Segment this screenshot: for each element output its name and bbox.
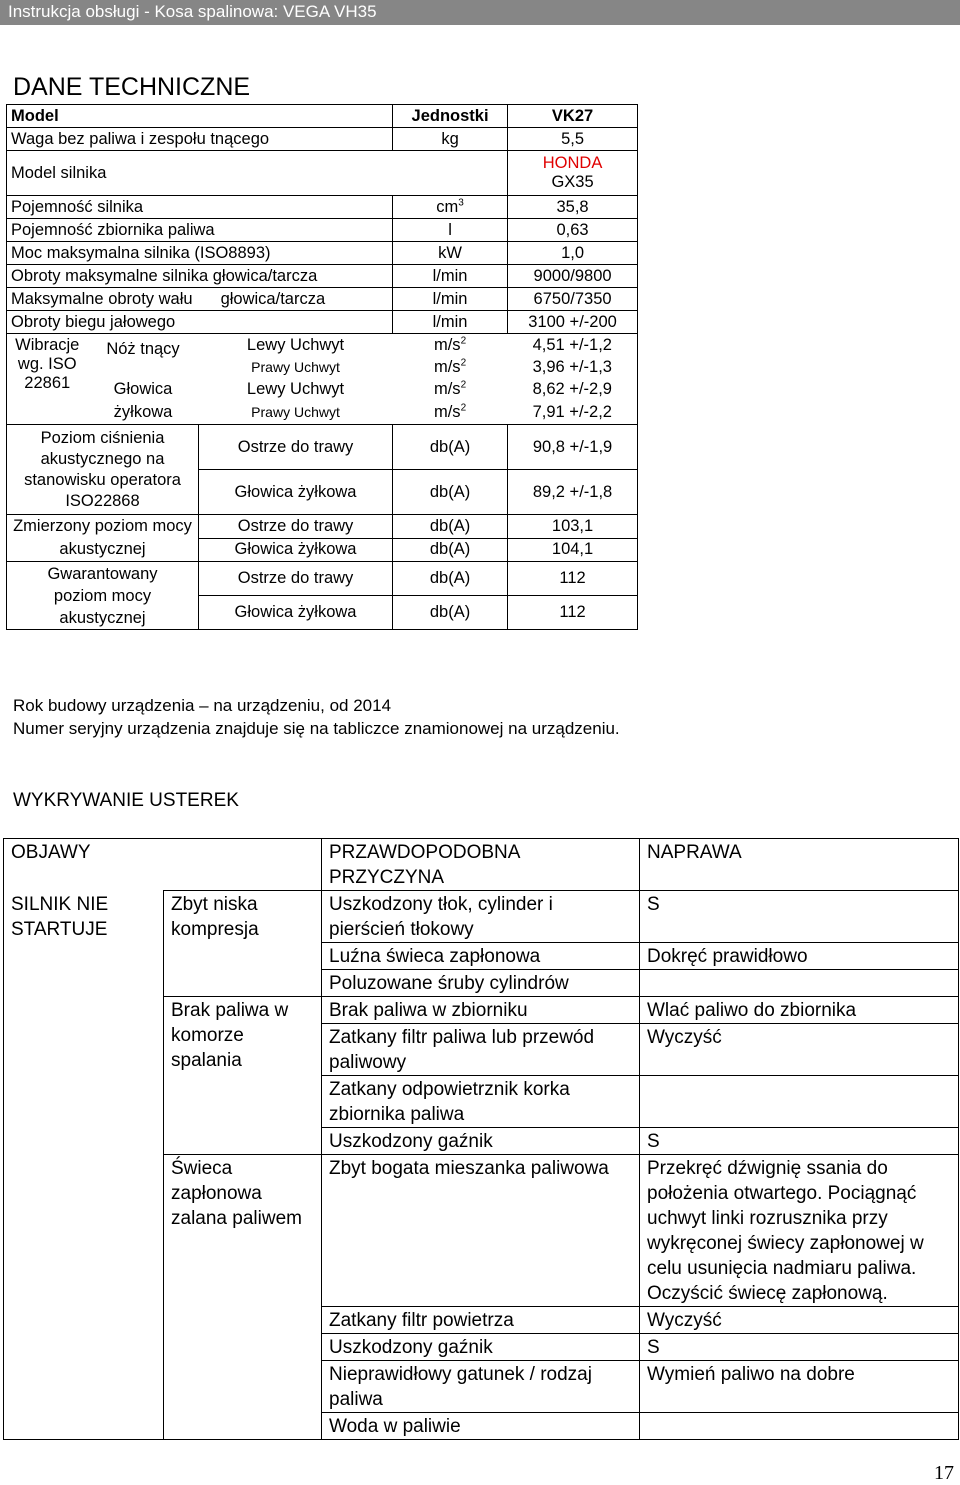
table-row	[7, 265, 638, 288]
detail-cell: Uszkodzony gaźnik	[322, 1128, 640, 1155]
cell-unit: l/min	[393, 288, 508, 311]
header-title: Instrukcja obsługi - Kosa spalinowa: VEGA VH35	[8, 2, 377, 21]
cell-value: 9000/9800	[508, 265, 638, 288]
cell-unit	[393, 196, 508, 219]
detail-cell: Poluzowane śruby cylindrów	[322, 970, 640, 997]
cause-cell: Świeca zapłonowa zalana paliwem	[164, 1155, 322, 1440]
table-row	[4, 891, 959, 943]
unit-exponent: 2	[460, 357, 467, 368]
detail-cell: Woda w paliwie	[322, 1413, 640, 1440]
fix-cell: Przekręć dźwignię ssania do położenia otwartego. Pociągnąć uchwyt linki rozrusznika przy wykręconej świecy zapłonowej w celu usunięcia nadmiaru paliwa. Oczyścić świecę zapłonową.	[640, 1155, 959, 1307]
troubleshoot-table	[3, 838, 959, 1440]
detail-cell: Uszkodzony gaźnik	[322, 1334, 640, 1361]
unit-exponent: 2	[460, 335, 467, 346]
label-subtext: głowica/tarcza	[220, 289, 326, 308]
cell-value: 6750/7350	[508, 288, 638, 311]
unit-exponent: 3	[458, 197, 464, 208]
table-row	[7, 242, 638, 265]
fix-cell: S	[640, 891, 959, 943]
cell-value: 3,96 +/-1,3	[508, 356, 638, 378]
fix-cell: Wyczyść	[640, 1307, 959, 1334]
table-row	[7, 219, 638, 242]
cell-unit: l	[393, 219, 508, 242]
unit-text: m/s	[433, 402, 461, 421]
tech-data-table	[6, 104, 638, 630]
table-row	[7, 515, 638, 539]
detail-cell: Zatkany filtr powietrza	[322, 1307, 640, 1334]
table-row	[7, 562, 638, 596]
header-symptoms: OBJAWY	[4, 839, 322, 891]
detail-cell: Brak paliwa w zbiorniku	[322, 997, 640, 1024]
cell-unit: db(A)	[393, 596, 508, 630]
engine-brand: HONDA	[542, 154, 603, 172]
header-model: Model	[7, 105, 393, 128]
handle-label: Lewy Uchwyt	[246, 335, 345, 354]
handle-label: Lewy Uchwyt	[246, 379, 345, 398]
symptom-cell: SILNIK NIE STARTUJE	[4, 891, 164, 1440]
cell-value: 1,0	[508, 242, 638, 265]
fix-cell: S	[640, 1334, 959, 1361]
cell-value: 0,63	[508, 219, 638, 242]
cell-unit: db(A)	[393, 425, 508, 470]
tool-label: Ostrze do trawy	[199, 425, 393, 470]
detail-cell: Nieprawidłowy gatunek / rodzaj paliwa	[322, 1361, 640, 1413]
detail-cell: Zbyt bogata mieszanka paliwowa	[322, 1155, 640, 1307]
fix-cell: Dokręć prawidłowo	[640, 943, 959, 970]
table-row	[7, 311, 638, 334]
tool-label: Ostrze do trawy	[199, 562, 393, 596]
cell-value: 89,2 +/-1,8	[508, 470, 638, 515]
page-header	[0, 0, 960, 25]
page-number: 17	[934, 1462, 954, 1484]
table-row	[7, 105, 638, 128]
cell-value: 8,62 +/-2,9	[508, 378, 638, 401]
cell-value: 5,5	[508, 128, 638, 151]
handle-label: Prawy Uchwyt	[251, 358, 340, 375]
cell-unit	[393, 356, 508, 378]
cell-label: Moc maksymalna silnika (ISO8893)	[7, 242, 393, 265]
cell-unit	[393, 401, 508, 425]
cell-label: Pojemność zbiornika paliwa	[7, 219, 393, 242]
table-row	[4, 839, 959, 891]
fix-cell	[640, 1413, 959, 1440]
cell-label: Obroty biegu jałowego	[7, 311, 393, 334]
detail-cell: Luźna świeca zapłonowa	[322, 943, 640, 970]
table-row	[7, 334, 638, 357]
fix-cell: Wlać paliwo do zbiornika	[640, 997, 959, 1024]
cell-unit	[393, 378, 508, 401]
unit-text: cm	[436, 197, 459, 216]
cell-value: 90,8 +/-1,9	[508, 425, 638, 470]
unit-text: m/s	[433, 357, 461, 376]
engine-model: GX35	[551, 173, 594, 191]
tool-label: Głowica żyłkowa	[199, 470, 393, 515]
header-unit: Jednostki	[393, 105, 508, 128]
cell-unit: kg	[393, 128, 508, 151]
cell-value: 112	[508, 596, 638, 630]
header-cause: PRZAWDOPODOBNA PRZYCZYNA	[322, 839, 640, 891]
cell-value: 35,8	[508, 196, 638, 219]
header-vk27: VK27	[508, 105, 638, 128]
fix-cell: S	[640, 1128, 959, 1155]
cause-cell: Zbyt niska kompresja	[164, 891, 322, 997]
table-row	[7, 378, 638, 401]
fix-cell: Wyczyść	[640, 1024, 959, 1076]
header-fix: NAPRAWA	[640, 839, 959, 891]
fix-cell	[640, 970, 959, 997]
table-row	[7, 128, 638, 151]
cell-value: 103,1	[508, 515, 638, 539]
cell-unit: l/min	[393, 311, 508, 334]
unit-exponent: 2	[460, 402, 467, 414]
cell-unit: db(A)	[393, 562, 508, 596]
tool-label: Głowica żyłkowa	[199, 538, 393, 562]
unit-text: m/s	[433, 335, 461, 354]
cell-unit: l/min	[393, 265, 508, 288]
table-row	[7, 288, 638, 311]
cell-value: 7,91 +/-2,2	[508, 401, 638, 425]
detail-cell: Uszkodzony tłok, cylinder i pierścień tłokowy	[322, 891, 640, 943]
cell-unit: db(A)	[393, 515, 508, 539]
cell-label: Model silnika	[7, 151, 508, 196]
cell-unit: db(A)	[393, 470, 508, 515]
gwl-label: Gwarantowany poziom mocy akustycznej	[7, 562, 199, 630]
cell-value: 3100 +/-200	[508, 311, 638, 334]
fix-cell: Wymień paliwo na dobre	[640, 1361, 959, 1413]
swl-label: Zmierzony poziom mocy akustycznej	[7, 515, 199, 562]
detail-cell: Zatkany filtr paliwa lub przewód paliwowy	[322, 1024, 640, 1076]
cell-label: Obroty maksymalne silnika głowica/tarcza	[7, 265, 393, 288]
label-text: Maksymalne obroty wału	[11, 289, 193, 308]
vibration-blade: Nóż tnący	[106, 340, 180, 358]
vibration-head: Głowica żyłkowa	[113, 380, 173, 421]
cell-label: Pojemność silnika	[7, 196, 393, 219]
spl-label: Poziom ciśnienia akustycznego na stanowisku operatora ISO22868	[7, 425, 199, 515]
table-row	[7, 151, 638, 196]
table-row	[7, 196, 638, 219]
unit-text: m/s	[433, 379, 461, 398]
serial-number-text: Numer seryjny urządzenia znajduje się na tabliczce znamionowej na urządzeniu.	[13, 719, 620, 738]
cell-value: 104,1	[508, 538, 638, 562]
vibration-label: Wibracje wg. ISO 22861	[7, 334, 88, 425]
cell-label	[7, 288, 393, 311]
fix-cell	[640, 1076, 959, 1128]
unit-exponent: 2	[460, 379, 467, 391]
cell-unit	[393, 334, 508, 357]
table-row	[7, 425, 638, 470]
build-year-text: Rok budowy urządzenia – na urządzeniu, od 2014	[13, 696, 392, 715]
cell-label: Waga bez paliwa i zespołu tnącego	[7, 128, 393, 151]
detail-cell: Zatkany odpowietrznik korka zbiornika paliwa	[322, 1076, 640, 1128]
cell-value: 112	[508, 562, 638, 596]
cell-value: 4,51 +/-1,2	[508, 334, 638, 357]
section-title: DANE TECHNICZNE	[13, 73, 251, 101]
tool-label: Głowica żyłkowa	[199, 596, 393, 630]
handle-label: Prawy Uchwyt	[199, 401, 393, 425]
tool-label: Ostrze do trawy	[199, 515, 393, 539]
cell-unit: db(A)	[393, 538, 508, 562]
cell-unit: kW	[393, 242, 508, 265]
troubleshoot-title: WYKRYWANIE USTEREK	[13, 790, 239, 811]
cell-value	[508, 151, 638, 196]
cause-cell: Brak paliwa w komorze spalania	[164, 997, 322, 1155]
